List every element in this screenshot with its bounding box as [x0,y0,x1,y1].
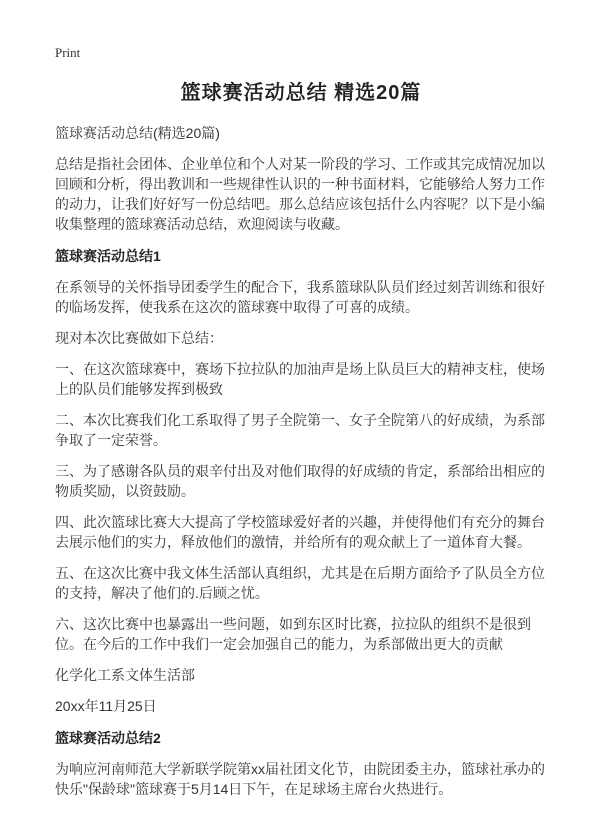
date-line: 20xx年11月25日 [55,698,157,714]
summary-point-1: 一、在这次篮球赛中，赛场下拉拉队的加油声是场上队员巨大的精神支柱，使场上的队员们能够发挥到极致 [55,361,545,397]
section-1-heading: 篮球赛活动总结1 [55,248,161,264]
section-2-opening-paragraph: 为响应河南师范大学新联学院第xx届社团文化节，由院团委主办，篮球社承办的快乐"保龄球"篮球赛于5月14日下午，在足球场主席台火热进行。 [55,761,545,797]
summary-point-6: 六、这次比赛中也暴露出一些问题，如到东区时比赛，拉拉队的组织不是很到位。在今后的工作中我们一定会加强自己的能力，为系部做出更大的贡献 [55,616,531,652]
document-subtitle: 篮球赛活动总结(精选20篇) [55,125,220,141]
signature-line: 化学化工系文体生活部 [55,667,195,683]
summary-point-4: 四、此次篮球比赛大大提高了学校篮球爱好者的兴趣，并使得他们有充分的舞台去展示他们的实力，释放他们的激情，并给所有的观众献上了一道体育大餐。 [55,514,545,550]
summary-point-3: 三、为了感谢各队员的艰辛付出及对他们取得的好成绩的肯定，系部给出相应的物质奖励，以资鼓励。 [55,463,545,499]
summary-point-2: 二、本次比赛我们化工系取得了男子全院第一、女子全院第八的好成绩，为系部争取了一定荣誉。 [55,412,545,448]
section-2-heading: 篮球赛活动总结2 [55,730,161,746]
summary-lead-line: 现对本次比赛做如下总结： [55,330,223,346]
section-1-opening-paragraph: 在系领导的关怀指导团委学生的配合下，我系篮球队队员们经过刻苦训练和很好的临场发挥，使我系在这次的篮球赛中取得了可喜的成绩。 [55,279,545,315]
document-title: 篮球赛活动总结 精选20篇 [180,82,422,104]
intro-paragraph: 总结是指社会团体、企业单位和个人对某一阶段的学习、工作或其完成情况加以回顾和分析，得出教训和一些规律性认识的一种书面材料，它能够给人努力工作的动力，让我们好好写一份总结吧。那么总结应该包括什么内容呢？以下是小编收集整理的篮球赛活动总结，欢迎阅读与收藏。 [55,156,545,232]
summary-point-5: 五、在这次比赛中我文体生活部认真组织，尤其是在后期方面给予了队员全方位的支持，解决了他们的.后顾之忧。 [55,565,545,601]
print-button[interactable]: Print [55,45,81,60]
